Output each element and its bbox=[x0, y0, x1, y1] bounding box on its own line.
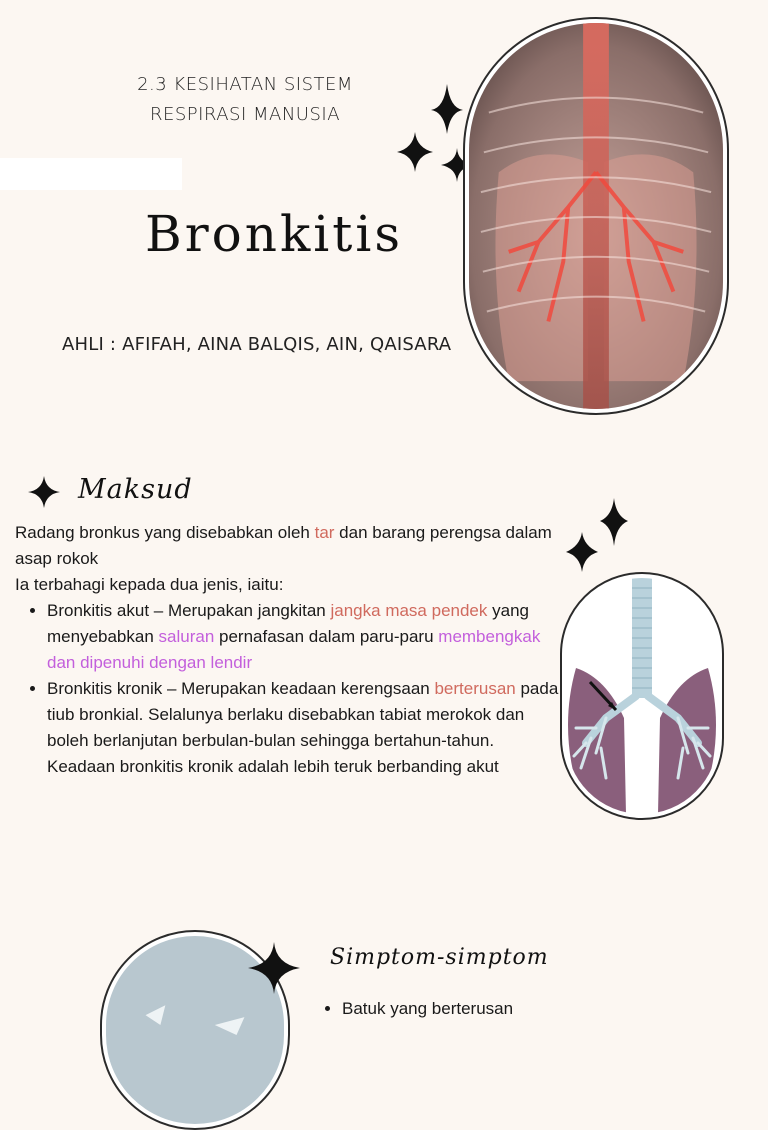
list-item-kronik bbox=[47, 676, 560, 780]
page-title: Bronkitis bbox=[145, 205, 403, 263]
kronik-text-2: pada tiub bronkial. Selalunya berlaku disebabkan tabiat merokok dan boleh berlanjutan berbulan-bulan sehingga bertahun-tahun. Keadaan bronkitis kronik adalah lebih teruk berbanding akut bbox=[47, 679, 559, 776]
sparkle-icon bbox=[246, 940, 302, 996]
lead-paragraph: Ia terbahagi kepada dua jenis, iaitu: bbox=[15, 575, 284, 594]
section-heading-maksud: Maksud bbox=[78, 474, 193, 505]
bronchi-illustration bbox=[560, 572, 724, 820]
akut-text-1: Bronkitis akut – Merupakan jangkitan bbox=[47, 601, 331, 620]
akut-highlight-2: saluran bbox=[158, 627, 215, 646]
list-item: • Batuk yang berterusan bbox=[342, 996, 513, 1022]
section-heading-simptom: Simptom-simptom bbox=[330, 945, 549, 970]
highlight-tar: tar bbox=[314, 523, 335, 542]
subtitle-line-2: RESPIRASI MANUSIA bbox=[149, 104, 341, 125]
decorative-bar bbox=[0, 158, 182, 190]
subtitle bbox=[130, 70, 360, 130]
akut-highlight-3: membengkak dan dipenuhi dengan lendir bbox=[47, 627, 541, 672]
sparkle-icon bbox=[562, 496, 634, 574]
akut-highlight-1: jangka masa pendek bbox=[330, 601, 488, 620]
akut-text-2: yang menyebabkan bbox=[47, 601, 529, 646]
sparkle-icon bbox=[26, 474, 62, 510]
subtitle-line-1: 2.3 KESIHATAN SISTEM bbox=[137, 74, 353, 95]
intro-paragraph bbox=[15, 520, 560, 572]
members-line: AHLI : AFIFAH, AINA BALQIS, AIN, QAISARA bbox=[62, 334, 452, 355]
akut-text-3: pernafasan dalam paru-paru bbox=[214, 627, 439, 646]
kronik-highlight-1: berterusan bbox=[434, 679, 516, 698]
intro-text-end: dan barang perengsa dalam asap rokok bbox=[15, 523, 552, 568]
list-item-akut bbox=[47, 598, 560, 676]
intro-text: Radang bronkus yang disebabkan oleh bbox=[15, 523, 315, 542]
types-list bbox=[15, 598, 560, 780]
maksud-body bbox=[15, 520, 560, 780]
lungs-xray-image bbox=[463, 17, 729, 415]
symptom-list bbox=[322, 996, 513, 1022]
kronik-text-1: Bronkitis kronik – Merupakan keadaan kerengsaan bbox=[47, 679, 435, 698]
